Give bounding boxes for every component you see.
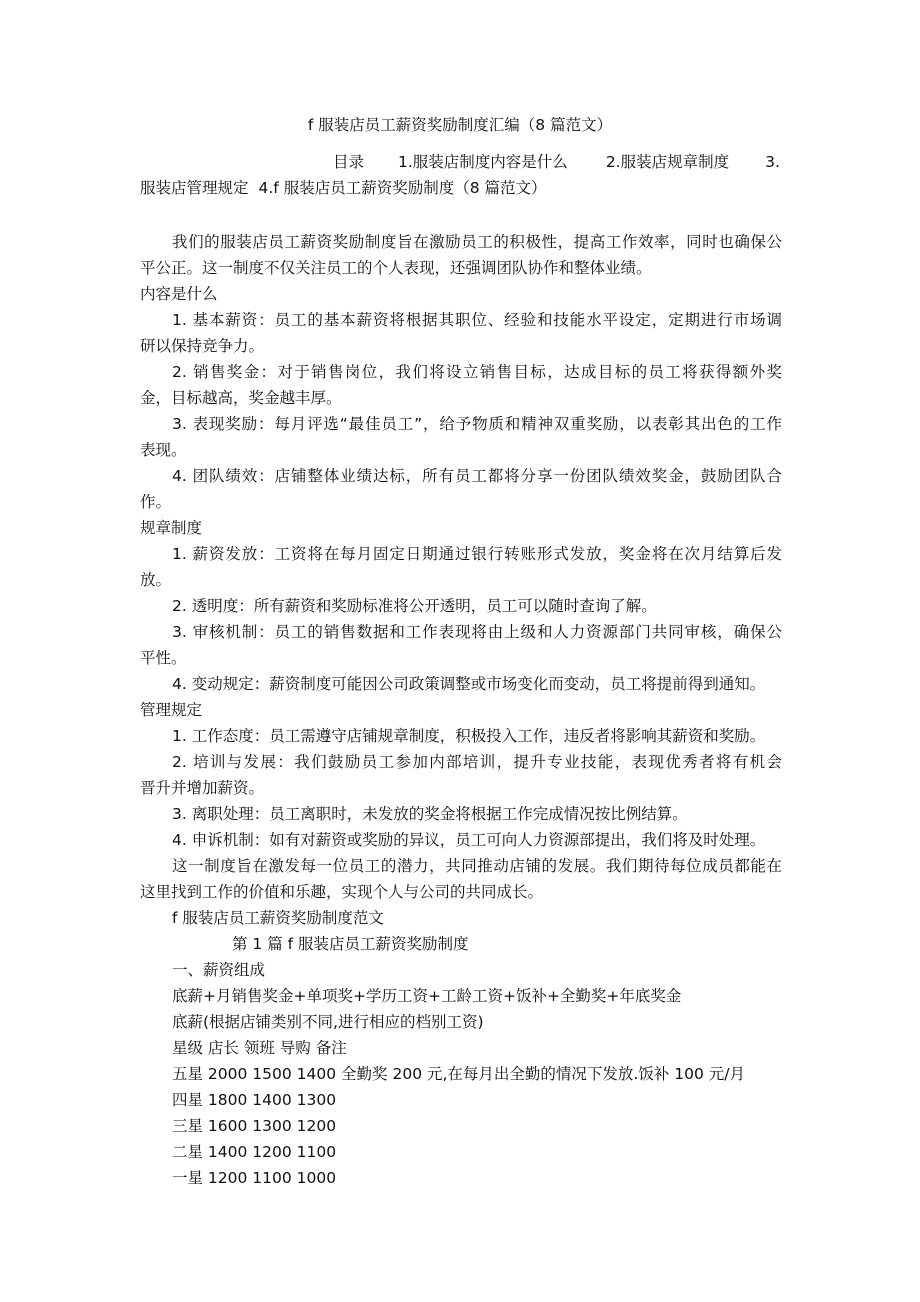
intro-paragraph-line: 我们的服装店员工薪资奖励制度旨在激励员工的积极性，提高工作效率，同时也确保公: [172, 233, 782, 251]
salary-table-row: 四星 1800 1400 1300: [172, 1091, 337, 1109]
salary-table-row: 二星 1400 1200 1100: [172, 1143, 337, 1161]
part-heading: 一、薪资组成: [172, 961, 266, 979]
list-item-continuation: 晋升并增加薪资。: [140, 779, 265, 797]
list-item-continuation: 研以保持竞争力。: [140, 337, 265, 355]
list-item: 2. 销售奖金：对于销售岗位，我们将设立销售目标，达成目标的员工将获得额外奖: [172, 363, 782, 381]
list-item: 3. 审核机制：员工的销售数据和工作表现将由上级和人力资源部门共同审核，确保公: [172, 623, 782, 641]
list-item: 4. 变动规定：薪资制度可能因公司政策调整或市场变化而变动，员工将提前得到通知。: [172, 675, 766, 693]
toc-item-4: 4.f 服装店员工薪资奖励制度（8 篇范文）: [258, 179, 547, 197]
toc-label: 目录: [333, 153, 365, 171]
table-of-contents: [333, 152, 780, 172]
list-item: 2. 透明度：所有薪资和奖励标准将公开透明，员工可以随时查询了解。: [172, 597, 657, 615]
salary-table-row: 三星 1600 1300 1200: [172, 1117, 337, 1135]
list-item: 4. 团队绩效：店铺整体业绩达标，所有员工都将分享一份团队绩效奖金，鼓励团队合: [172, 467, 782, 485]
list-item-continuation: 表现。: [140, 441, 187, 459]
list-item: 1. 薪资发放：工资将在每月固定日期通过银行转账形式发放，奖金将在次月结算后发: [172, 545, 782, 563]
salary-table-header: 星级 店长 领班 导购 备注: [172, 1039, 347, 1057]
section-heading: 管理规定: [140, 701, 203, 719]
list-item: 1. 基本薪资：员工的基本薪资将根据其职位、经验和技能水平设定，定期进行市场调: [172, 311, 782, 329]
document-title: f 服装店员工薪资奖励制度汇编（8 篇范文）: [307, 116, 613, 134]
list-item: 2. 培训与发展：我们鼓励员工参加内部培训，提升专业技能，表现优秀者将有机会: [172, 753, 782, 771]
salary-table-row: 一星 1200 1100 1000: [172, 1169, 337, 1187]
section-heading: 内容是什么: [140, 285, 218, 303]
salary-formula: 底薪+月销售奖金+单项奖+学历工资+工龄工资+饭补+全勤奖+年底奖金: [172, 987, 682, 1005]
list-item: 3. 离职处理：员工离职时，未发放的奖金将根据工作完成情况按比例结算。: [172, 805, 688, 823]
intro-paragraph-line: 平公正。这一制度不仅关注员工的个人表现，还强调团队协作和整体业绩。: [140, 259, 652, 277]
list-item: 3. 表现奖励：每月评选“最佳员工”，给予物质和精神双重奖励，以表彰其出色的工作: [172, 415, 782, 433]
article-title: 第 1 篇 f 服装店员工薪资奖励制度: [232, 935, 469, 953]
list-item-continuation: 平性。: [140, 649, 187, 667]
toc-item-1: 1.服装店制度内容是什么: [398, 153, 568, 171]
table-of-contents-continued: [140, 178, 546, 198]
list-item-continuation: 放。: [140, 571, 172, 589]
list-item: 1. 工作态度：员工需遵守店铺规章制度，积极投入工作，违反者将影响其薪资和奖励。: [172, 727, 766, 745]
list-item-continuation: 金，目标越高，奖金越丰厚。: [140, 389, 342, 407]
sample-heading: f 服装店员工薪资奖励制度范文: [172, 909, 384, 927]
closing-paragraph-line: 这一制度旨在激发每一位员工的潜力，共同推动店铺的发展。我们期待每位成员都能在: [172, 857, 782, 875]
base-salary-note: 底薪(根据店铺类别不同,进行相应的档别工资): [172, 1013, 484, 1031]
list-item: 4. 申诉机制：如有对薪资或奖励的异议，员工可向人力资源部提出，我们将及时处理。: [172, 831, 766, 849]
toc-item-3: 服装店管理规定: [140, 179, 249, 197]
salary-table-row: 五星 2000 1500 1400 全勤奖 200 元,在每月出全勤的情况下发放.饭补 100 元/月: [172, 1065, 746, 1083]
list-item-continuation: 作。: [140, 493, 172, 511]
section-heading: 规章制度: [140, 519, 203, 537]
closing-paragraph-line: 这里找到工作的价值和乐趣，实现个人与公司的共同成长。: [140, 883, 544, 901]
toc-item-3-number: 3.: [765, 153, 780, 171]
toc-item-2: 2.服装店规章制度: [605, 153, 730, 171]
